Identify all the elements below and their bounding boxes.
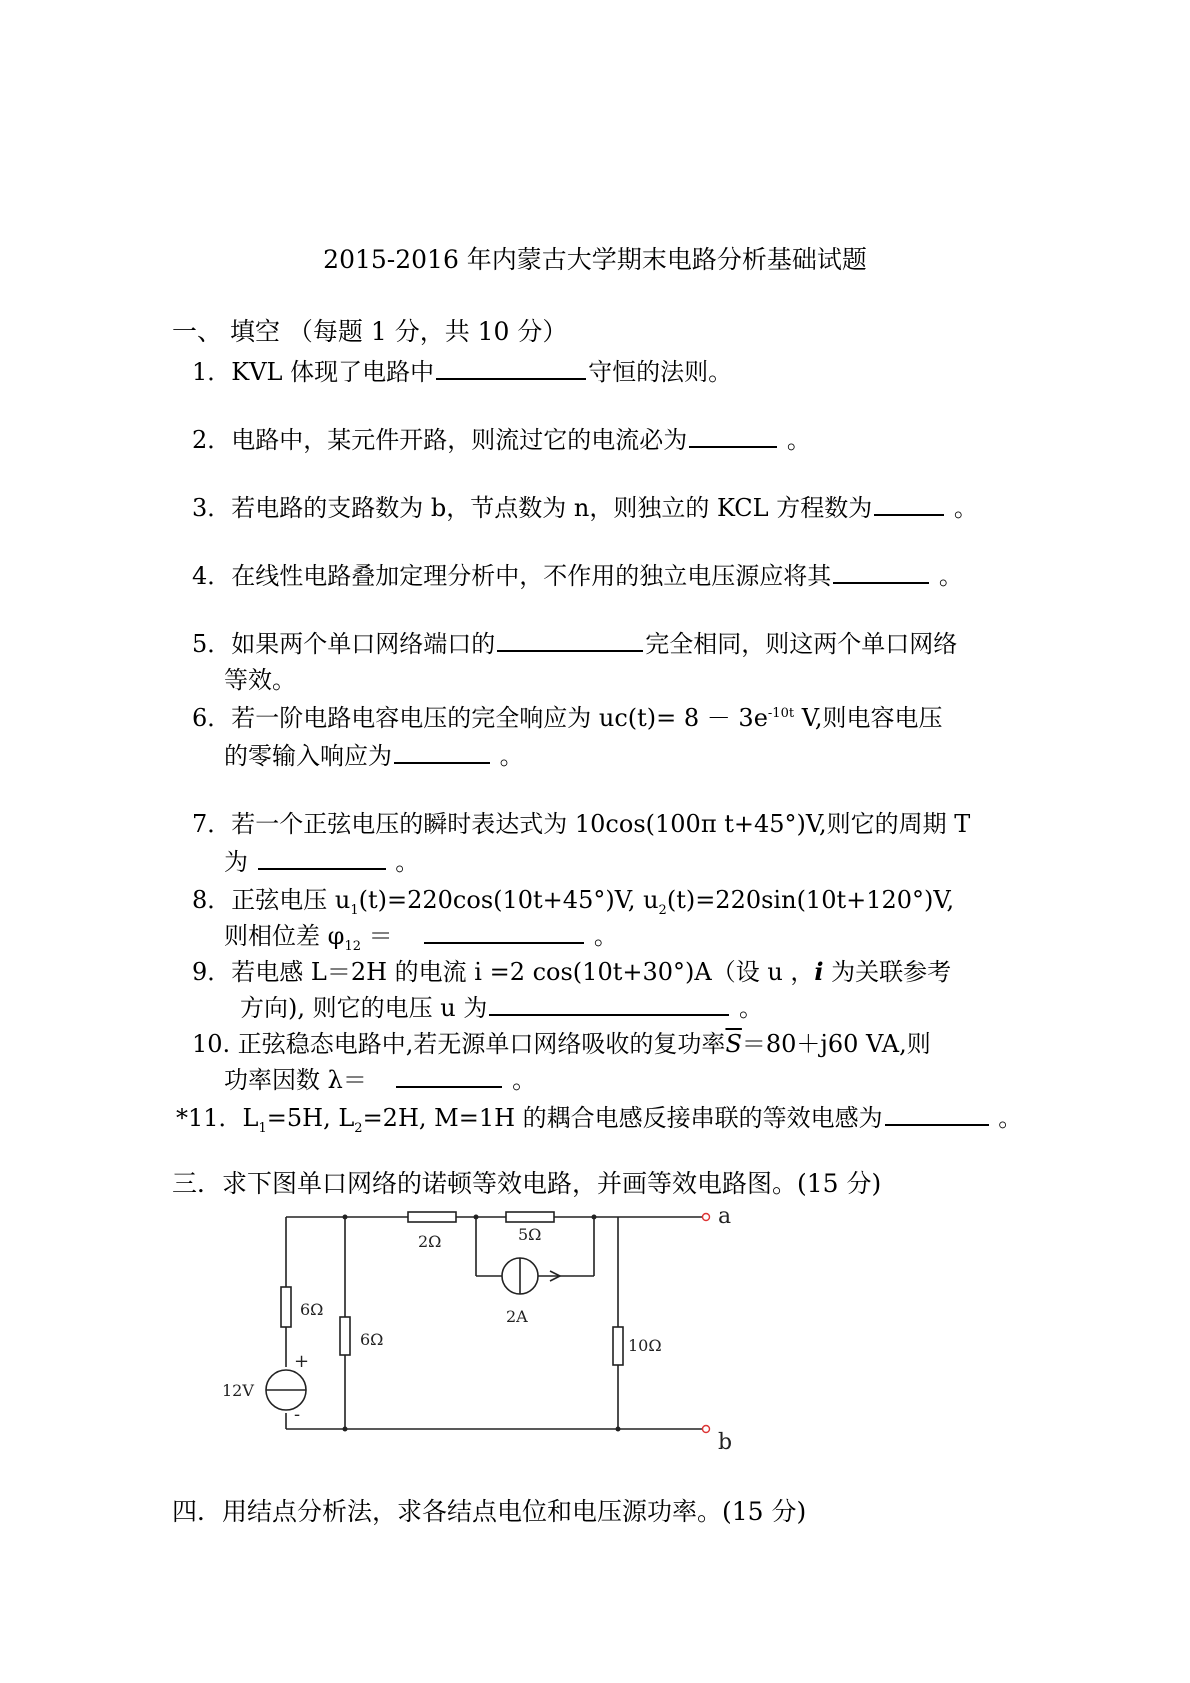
question-2-text: 2．电路中，某元件开路，则流过它的电流必为 <box>192 426 688 454</box>
terminal-b-node <box>703 1426 710 1433</box>
question-11 <box>176 1098 1022 1136</box>
question-10-tail: ＝80＋j60 VA,则 <box>741 1030 931 1058</box>
answer-blank <box>874 492 944 516</box>
italic-i: i <box>814 957 824 986</box>
question-1-tail: 守恒的法则。 <box>588 358 733 386</box>
resistor-6-ohm-shunt <box>340 1317 350 1355</box>
subscript: 2 <box>658 902 667 918</box>
question-1 <box>192 352 732 387</box>
question-8-line2 <box>224 916 618 954</box>
question-10-line2-text: 功率因数 λ＝ <box>224 1066 375 1094</box>
question-9-line2-tail: 。 <box>731 994 763 1022</box>
label-plus: + <box>294 1351 310 1372</box>
answer-blank <box>436 356 586 380</box>
page-title: 2015-2016 年内蒙古大学期末电路分析基础试题 <box>323 245 867 274</box>
question-5 <box>192 624 957 659</box>
label-6-ohm-shunt: 6Ω <box>360 1330 384 1349</box>
resistor-10-ohm <box>613 1327 623 1365</box>
question-4-tail: 。 <box>931 562 963 590</box>
question-8-text: 8．正弦电压 u <box>192 886 351 914</box>
question-4-text: 4．在线性电路叠加定理分析中，不作用的独立电压源应将其 <box>192 562 832 590</box>
question-11-text: *11．L <box>176 1104 259 1132</box>
question-3-text: 3．若电路的支路数为 b，节点数为 n，则独立的 KCL 方程数为 <box>192 494 873 522</box>
question-8-line2-text: 则相位差 φ <box>224 922 345 950</box>
label-2a: 2A <box>506 1307 528 1326</box>
answer-blank <box>497 628 643 652</box>
question-9-text: 9．若电感 L＝2H 的电流 i =2 cos(10t+30°)A（设 u ， <box>192 958 815 986</box>
question-2 <box>192 420 811 455</box>
question-7-line2-text: 为 <box>224 848 256 876</box>
question-10-text: 10. 正弦稳态电路中,若无源单口网络吸收的复功率 <box>192 1030 726 1058</box>
question-6-line2 <box>224 736 524 771</box>
label-terminal-a: a <box>718 1204 732 1229</box>
question-5-text: 5．如果两个单口网络端口的 <box>192 630 496 658</box>
question-7: 7．若一个正弦电压的瞬时表达式为 10cos(100π t+45°)V,则它的周期 T <box>192 810 971 838</box>
question-6 <box>192 698 942 733</box>
question-5-tail: 完全相同，则这两个单口网络 <box>645 630 958 658</box>
section-3-heading: 三．求下图单口网络的诺顿等效电路，并画等效电路图。(15 分) <box>172 1169 882 1198</box>
question-7-line2 <box>224 842 419 877</box>
label-10-ohm: 10Ω <box>628 1336 662 1355</box>
question-3 <box>192 488 978 523</box>
question-9-line2 <box>240 988 763 1023</box>
question-8-line2-mid: ＝ <box>360 922 401 950</box>
answer-blank <box>424 920 584 944</box>
answer-blank <box>489 992 729 1016</box>
answer-blank <box>885 1102 989 1126</box>
label-terminal-b: b <box>718 1430 733 1455</box>
question-11-mid: =5H, L <box>266 1104 355 1132</box>
circuit-diagram <box>200 1195 760 1465</box>
question-10 <box>192 1024 931 1059</box>
label-minus: - <box>294 1404 301 1425</box>
junction-dots <box>343 1215 621 1432</box>
question-11-tail: =2H, M=1H 的耦合电感反接串联的等效电感为 <box>362 1104 883 1132</box>
question-6-tail: V,则电容电压 <box>794 704 943 732</box>
answer-blank <box>689 424 777 448</box>
resistor-5-ohm <box>506 1212 554 1222</box>
subscript: 2 <box>354 1120 363 1136</box>
subscript: 12 <box>344 938 361 954</box>
exponent: -10t <box>767 706 795 721</box>
question-10-line2-tail: 。 <box>504 1066 537 1094</box>
question-8 <box>192 880 954 918</box>
label-6-ohm-series: 6Ω <box>300 1300 324 1319</box>
complex-power-symbol: $\overline{S}$ <box>725 1030 742 1058</box>
question-6-line2-tail: 。 <box>492 742 524 770</box>
question-2-tail: 。 <box>779 426 811 454</box>
label-12v: 12V <box>222 1381 254 1400</box>
resistor-6-ohm-series <box>281 1287 291 1327</box>
question-11-end: 。 <box>990 1104 1023 1132</box>
question-9-line2-text: 方向), 则它的电压 u 为 <box>240 994 488 1022</box>
question-8-line2-tail: 。 <box>586 922 618 950</box>
question-9 <box>192 952 951 987</box>
question-1-text: 1．KVL 体现了电路中 <box>192 358 435 386</box>
question-4 <box>192 556 963 591</box>
question-9-tail: 为关联参考 <box>823 958 952 986</box>
subscript: 1 <box>258 1120 267 1136</box>
answer-blank <box>394 740 490 764</box>
question-7-line2-tail: 。 <box>387 848 420 876</box>
question-3-tail: 。 <box>946 494 978 522</box>
question-8-mid: (t)=220cos(10t+45°)V, u <box>358 886 659 914</box>
question-5-line2: 等效。 <box>224 666 296 694</box>
subscript: 1 <box>350 902 359 918</box>
answer-blank <box>258 846 386 870</box>
question-10-line2 <box>224 1060 536 1095</box>
question-6-line2-text: 的零输入响应为 <box>224 742 392 770</box>
section-4-heading: 四．用结点分析法，求各结点电位和电压源功率。(15 分) <box>172 1497 807 1526</box>
terminal-a-node <box>703 1214 710 1221</box>
resistor-2-ohm <box>408 1212 456 1222</box>
label-5-ohm: 5Ω <box>518 1225 542 1244</box>
question-6-text: 6．若一阶电路电容电压的完全响应为 uc(t)= 8 － 3e <box>192 704 768 732</box>
answer-blank <box>833 560 929 584</box>
label-2-ohm: 2Ω <box>418 1232 442 1251</box>
section-1-heading: 一、 填空 （每题 1 分，共 10 分） <box>172 317 568 346</box>
question-8-tail: (t)=220sin(10t+120°)V, <box>666 886 955 914</box>
answer-blank <box>396 1064 502 1088</box>
